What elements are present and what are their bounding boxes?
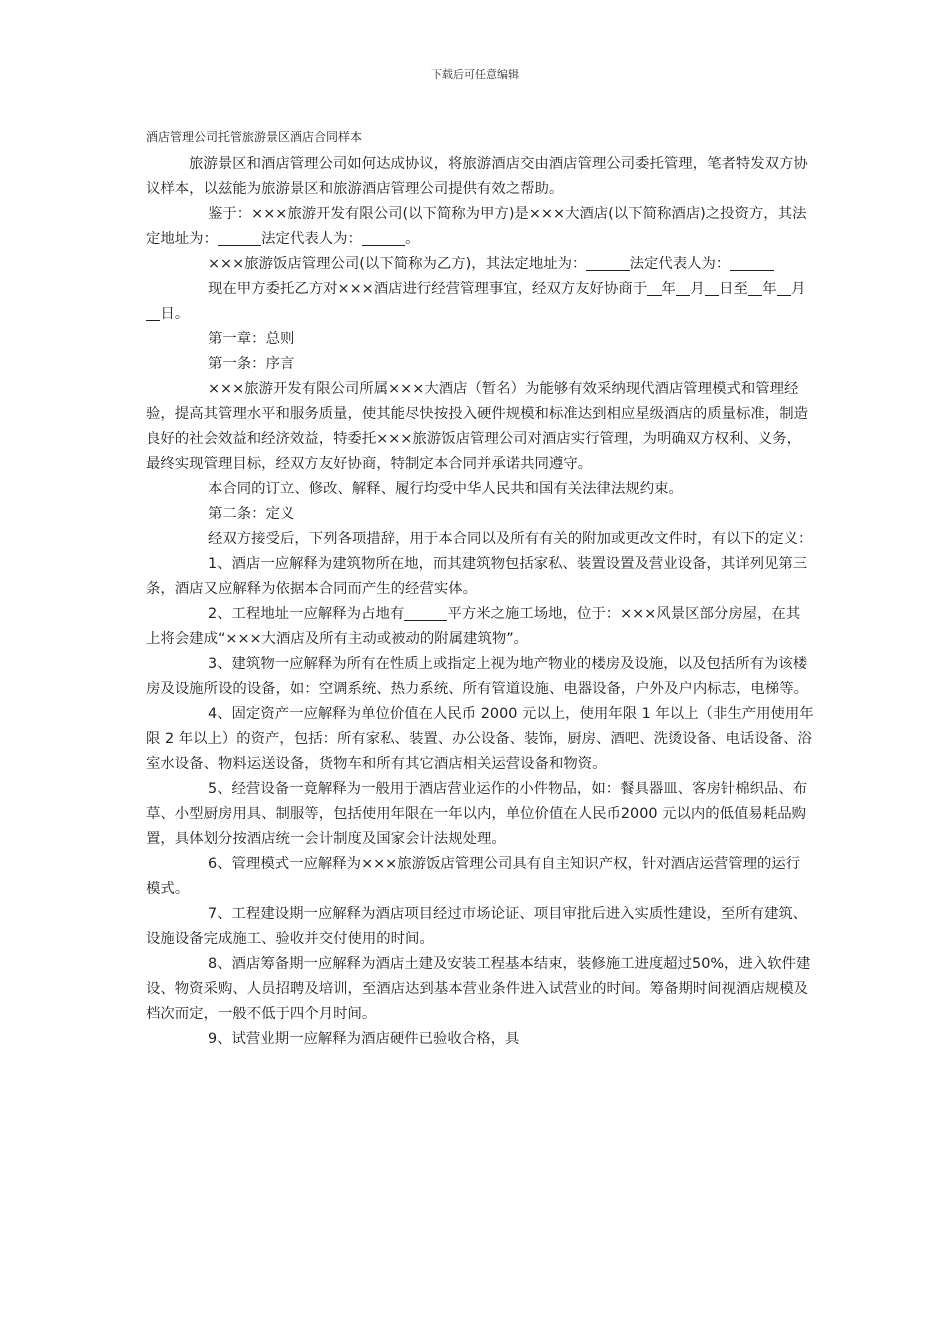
paragraph-def-6: [146, 852, 814, 902]
paragraph-term: [146, 277, 814, 327]
blank-line: [362, 229, 405, 246]
paragraph-text: 现在甲方委托乙方对×××酒店进行经营管理事宜，经双方友好协商于: [208, 281, 648, 297]
paragraph-text: 5、经营设备一竟解释为一般用于酒店营业运作的小件物品，如：餐具器皿、客房针棉织品、布草、小型厨房用具、制服等，包括使用年限在一年以内，单位价值在人民币2000 元以内的低值易耗品购置，具体划分按酒店统一会计制度及国家会计法规处理。: [146, 781, 808, 847]
paragraph-text: 平方米之施工场地，位于：×××风景区部分房屋，在其上将会建成“×××大酒店及所有主动或被动的附属建筑物”。: [146, 606, 801, 647]
paragraph-governing-law: [146, 477, 814, 502]
paragraph-text: 9、试营业期一应解释为酒店硬件已验收合格，具: [208, 1031, 520, 1047]
paragraph-text: 。: [405, 231, 420, 247]
blank-line: [777, 279, 791, 296]
document-body: [146, 152, 814, 1052]
paragraph-text: 4、固定资产一应解释为单位价值在人民币 2000 元以上，使用年限 1 年以上（非生产用使用年限 2 年以上）的资产，包括：所有家私、装置、办公设备、装饰，厨房、酒吧、洗烫设备、电话设备、浴室水设备、物料运送设备，货物车和所有其它酒店相关运营设备和物资。: [146, 706, 814, 772]
paragraph-def-2: [146, 602, 814, 652]
paragraph-text: 法定代表人为：: [261, 231, 362, 247]
blank-line: [730, 254, 773, 271]
paragraph-text: 经双方接受后，下列各项措辞，用于本合同以及所有有关的附加或更改文件时，有以下的定义：: [208, 531, 813, 547]
blank-line: [218, 229, 261, 246]
paragraph-def-1: [146, 552, 814, 602]
blank-line: [676, 279, 690, 296]
paragraph-intro: [146, 152, 814, 202]
paragraph-text: 3、建筑物一应解释为所有在性质上或指定上视为地产物业的楼房及设施，以及包括所有为该楼房及设施所设的设备，如：空调系统、热力系统、所有管道设施、电器设备，户外及户内标志，电梯等。: [146, 656, 808, 697]
paragraph-text: 8、酒店筹备期一应解释为酒店土建及安装工程基本结束，装修施工进度超过50%，进入软件建设、物资采购、人员招聘及培训，至酒店达到基本营业条件进入试营业的时间。筹备期时间视酒店规模及档次而定，一般不低于四个月时间。: [146, 956, 811, 1022]
paragraph-def-8: [146, 952, 814, 1027]
paragraph-text: 年: [661, 281, 676, 297]
paragraph-article-1: [146, 352, 814, 377]
paragraph-def-7: [146, 902, 814, 952]
paragraph-text: 6、管理模式一应解释为×××旅游饭店管理公司具有自主知识产权，针对酒店运营管理的运行模式。: [146, 856, 801, 897]
paragraph-text: 7、工程建设期一应解释为酒店项目经过市场论证、项目审批后进入实质性建设，至所有建筑、设施设备完成施工、验收并交付使用的时间。: [146, 906, 808, 947]
paragraph-text: 2、工程地址一应解释为占地有: [208, 606, 405, 622]
paragraph-text: 日。: [160, 306, 190, 322]
paragraph-text: 日至: [719, 281, 748, 297]
paragraph-def-5: [146, 777, 814, 852]
paragraph-article-2: [146, 502, 814, 527]
paragraph-text: 月: [690, 281, 705, 297]
blank-line: [404, 604, 447, 621]
paragraph-text: 第二条：定义: [208, 506, 295, 522]
paragraph-text: 鉴于：×××旅游开发有限公司(以下简称为甲方)是×××大酒店(以下简称酒店)之投资方，其法定地址为：: [146, 206, 807, 247]
paragraph-chapter-1: [146, 327, 814, 352]
blank-line: [647, 279, 661, 296]
paragraph-text: 年: [762, 281, 777, 297]
paragraph-text: 本合同的订立、修改、解释、履行均受中华人民共和国有关法律法规约束。: [208, 481, 683, 497]
paragraph-text: 旅游景区和酒店管理公司如何达成协议，将旅游酒店交由酒店管理公司委托管理，笔者特发双方协议样本，以兹能为旅游景区和旅游酒店管理公司提供有效之帮助。: [146, 156, 808, 197]
paragraph-def-4: [146, 702, 814, 777]
blank-line: [146, 304, 160, 321]
paragraph-whereas: [146, 202, 814, 252]
blank-line: [705, 279, 719, 296]
paragraph-text: 法定代表人为：: [629, 256, 731, 272]
paragraph-text: 1、酒店一应解释为建筑物所在地，而其建筑物包括家私、装置设置及营业设备，其详列见第三条，酒店又应解释为依据本合同而产生的经营实体。: [146, 556, 808, 597]
paragraph-text: 第一章：总则: [208, 331, 295, 347]
paragraph-definitions-intro: [146, 527, 814, 552]
paragraph-preamble: [146, 377, 814, 477]
paragraph-party-b: [146, 252, 814, 277]
paragraph-def-3: [146, 652, 814, 702]
paragraph-text: ×××旅游开发有限公司所属×××大酒店（暂名）为能够有效采纳现代酒店管理模式和管理经验，提高其管理水平和服务质量，使其能尽快按投入硬件规模和标准达到相应星级酒店的质量标准，制造良好的社会效益和经济效益，特委托×××旅游饭店管理公司对酒店实行管理，为明确双方权利、义务，最终实现管理目标，经双方友好协商，特制定本合同并承诺共同遵守。: [146, 381, 808, 472]
blank-line: [748, 279, 762, 296]
paragraph-def-9: [146, 1027, 814, 1052]
paragraph-text: 月: [791, 281, 806, 297]
blank-line: [586, 254, 629, 271]
document-title: 酒店管理公司托管旅游景区酒店合同样本: [146, 130, 363, 144]
paragraph-text: 第一条：序言: [208, 356, 295, 372]
paragraph-text: ×××旅游饭店管理公司(以下简称为乙方)，其法定地址为：: [208, 256, 587, 272]
page-header: 下载后可任意编辑: [431, 68, 519, 81]
